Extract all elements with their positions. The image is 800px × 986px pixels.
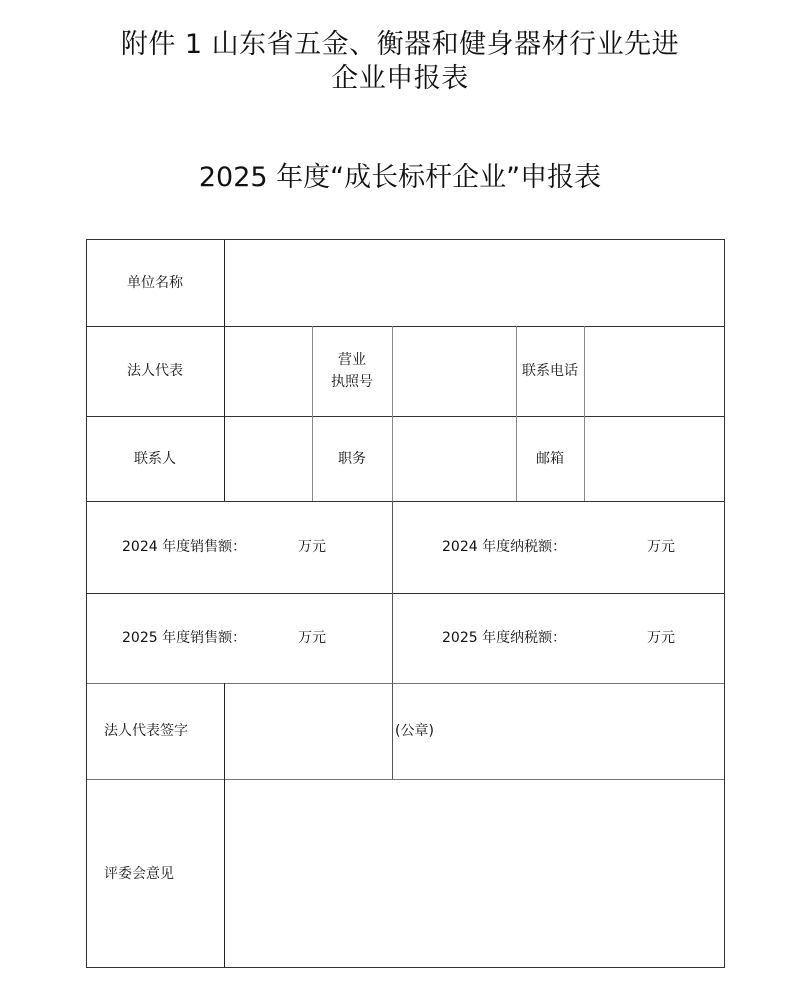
form-subtitle: 2025 年度“成长标杆企业”申报表 <box>198 162 602 193</box>
tax-2024-unit: 万元 <box>647 539 675 555</box>
license-label-line-1: 营业 <box>338 352 366 368</box>
legal-rep-field[interactable] <box>224 326 312 416</box>
sales-2024-unit: 万元 <box>298 539 326 555</box>
license-number-field[interactable] <box>392 326 516 416</box>
position-label: 职务 <box>338 450 366 467</box>
email-field[interactable] <box>584 416 725 501</box>
contact-person-field[interactable] <box>224 416 312 501</box>
position-field[interactable] <box>392 416 516 501</box>
tax-2025-label: 2025 年度纳税额： <box>442 630 567 646</box>
committee-opinion-field[interactable] <box>224 779 725 968</box>
license-number-label <box>312 326 392 416</box>
legal-rep-label: 法人代表 <box>127 363 183 379</box>
signature-label: 法人代表签字 <box>104 723 188 739</box>
title-line-1: 附件 1 山东省五金、衡器和健身器材行业先进 <box>120 29 680 60</box>
title-line-2: 企业申报表 <box>331 63 469 94</box>
signature-field[interactable] <box>224 683 392 779</box>
phone-label: 联系电话 <box>522 363 578 379</box>
sales-2024-label: 2024 年度销售额： <box>122 539 247 555</box>
contact-person-label: 联系人 <box>134 450 176 467</box>
tax-2024-label: 2024 年度纳税额： <box>442 539 567 555</box>
company-name-field[interactable] <box>224 239 725 326</box>
tax-2025-unit: 万元 <box>647 630 675 646</box>
document-title <box>0 28 800 96</box>
phone-field[interactable] <box>584 326 725 416</box>
email-label: 邮箱 <box>536 450 564 467</box>
sales-2025-unit: 万元 <box>298 630 326 646</box>
committee-opinion-label: 评委会意见 <box>104 865 174 882</box>
license-label-line-2: 执照号 <box>331 374 373 390</box>
application-form-table <box>86 239 725 968</box>
company-seal-label: (公章) <box>395 723 434 739</box>
company-name-label: 单位名称 <box>127 274 183 291</box>
sales-2025-label: 2025 年度销售额： <box>122 630 247 646</box>
